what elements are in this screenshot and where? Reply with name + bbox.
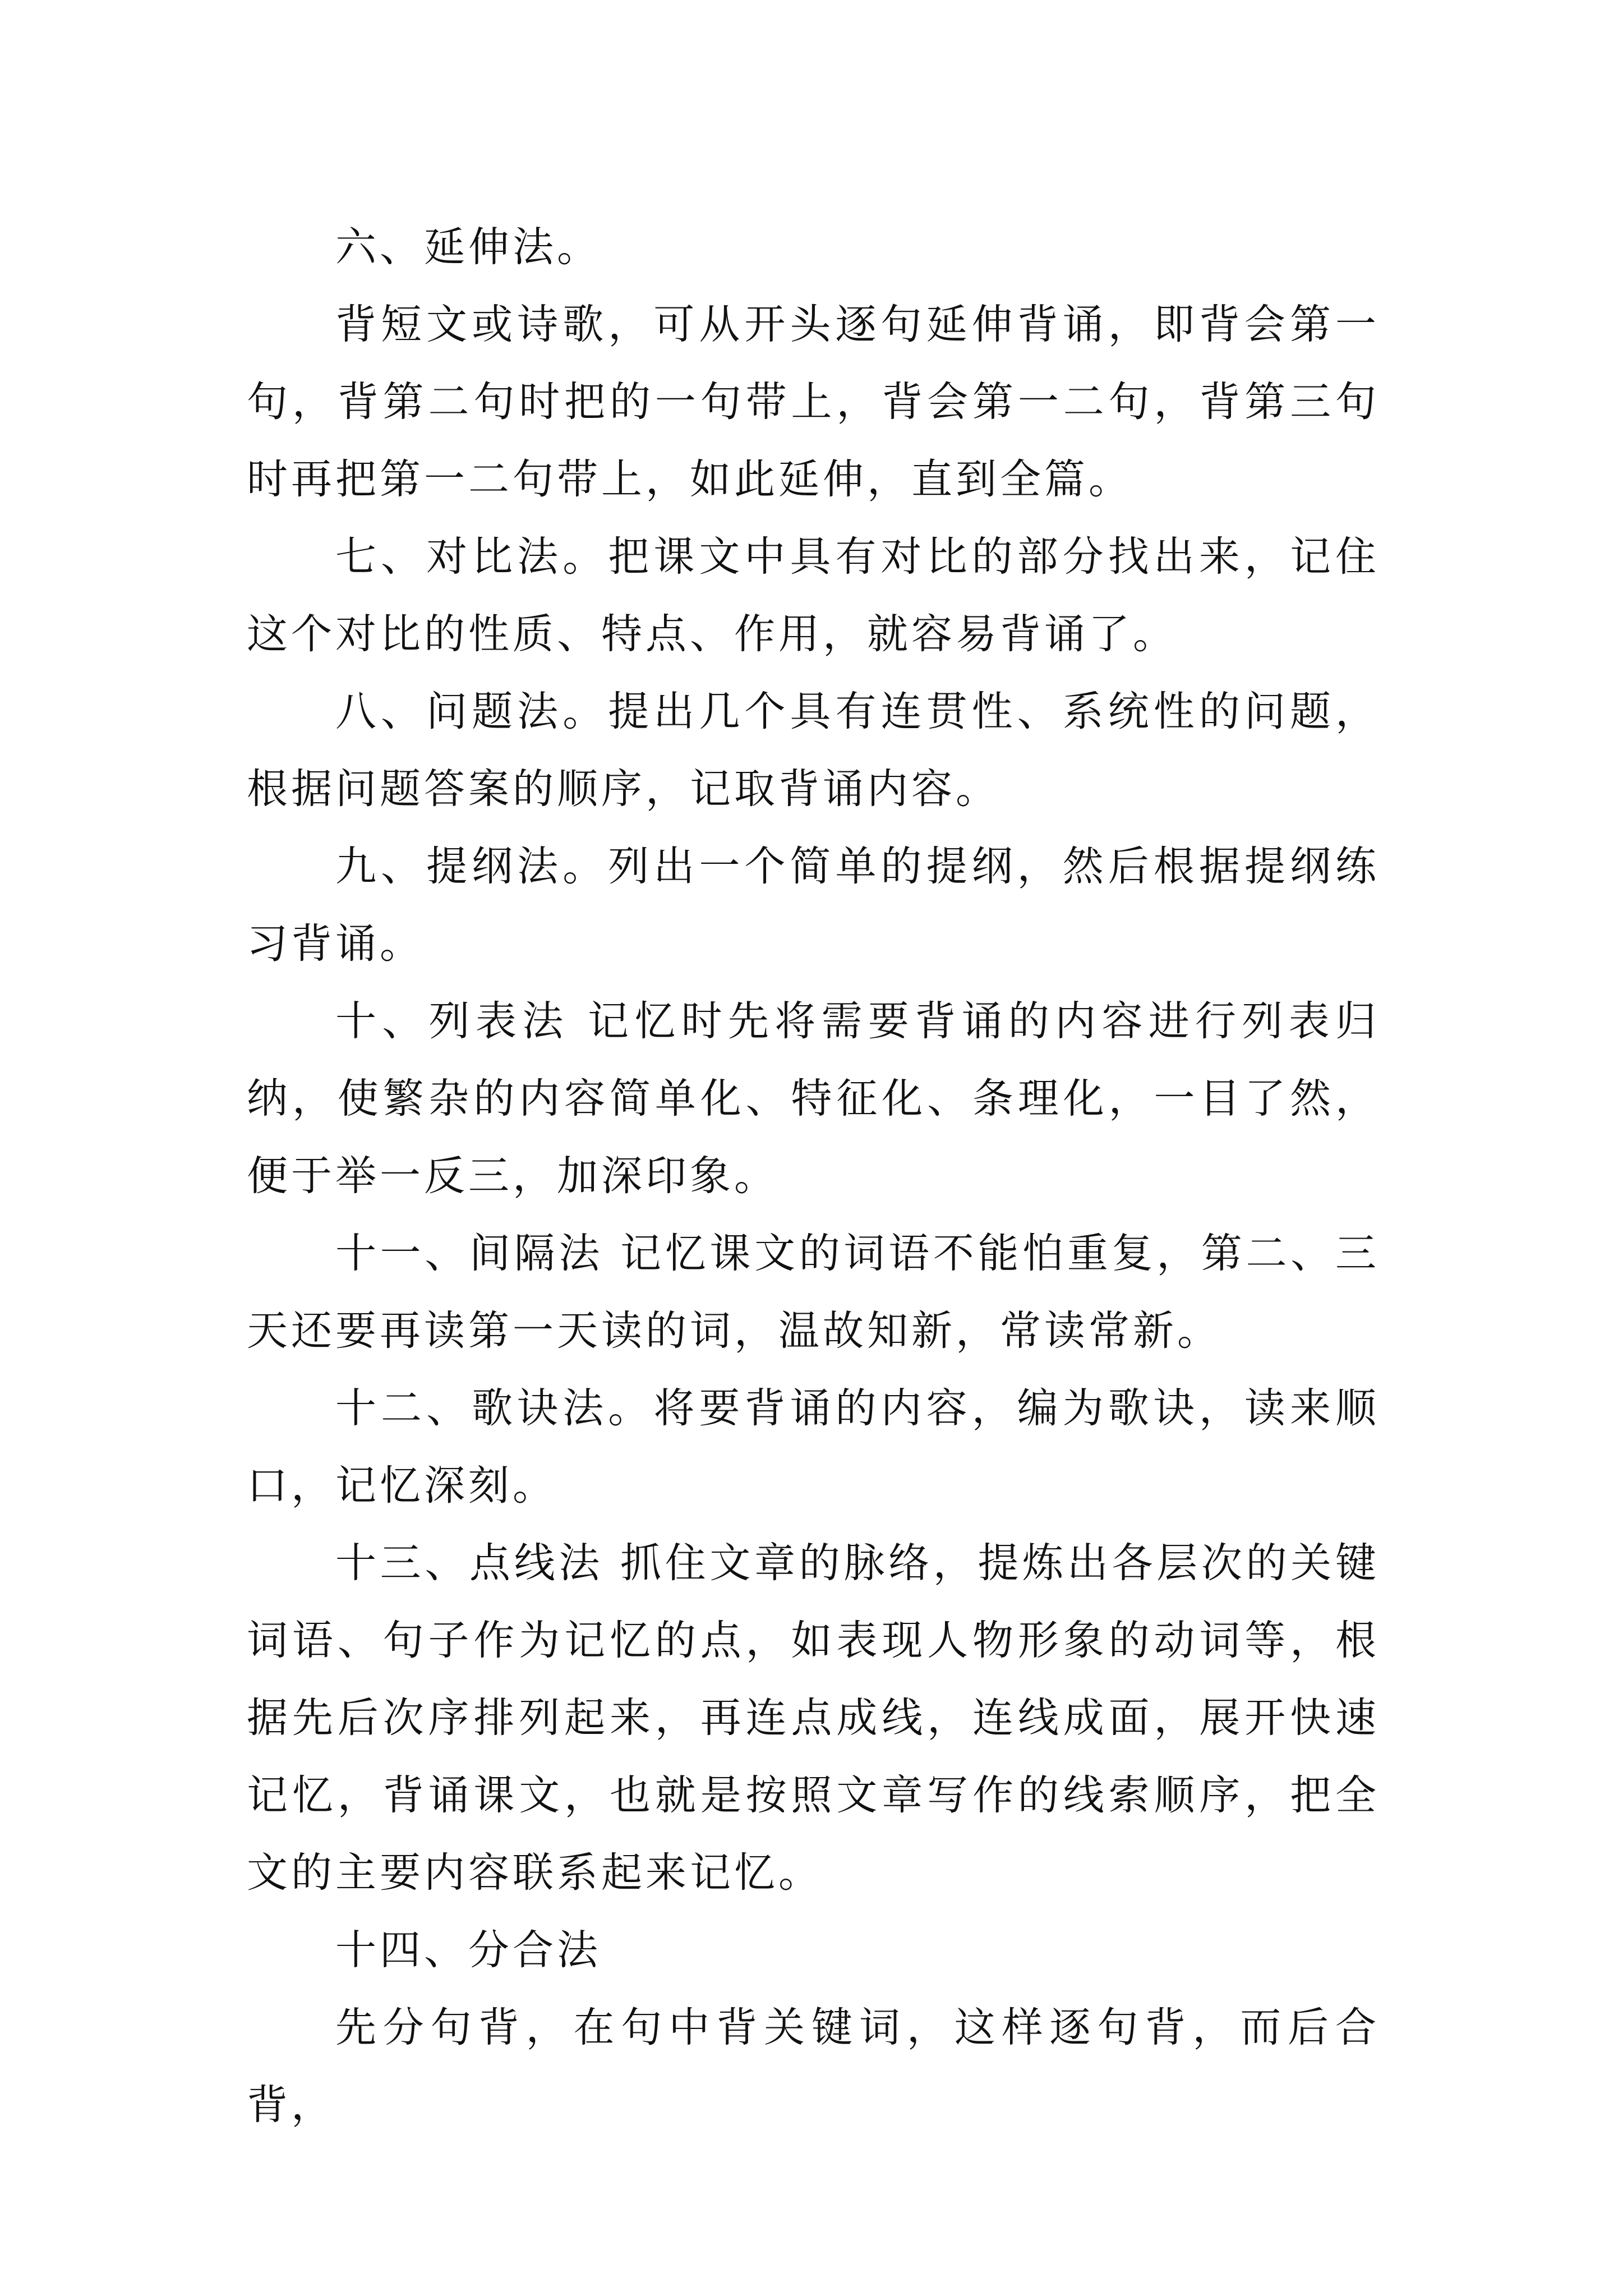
paragraph-point-line-method: 十三、点线法 抓住文章的脉络，提炼出各层次的关键词语、句子作为记忆的点，如表现人物形象的动词等，根据先后次序排列起来，再连点成线，连线成面，展开快速记忆，背诵课文，也就是按照文章写作的线索顺序，把全文的主要内容联系起来记忆。 <box>247 1539 1380 1897</box>
paragraph-table-method: 十、列表法 记忆时先将需要背诵的内容进行列表归纳，使繁杂的内容简单化、特征化、条理化，一目了然，便于举一反三，加深印象。 <box>247 997 1380 1200</box>
paragraph-question-method: 八、问题法。提出几个具有连贯性、系统性的问题，根据问题答案的顺序，记取背诵内容。 <box>247 688 1380 813</box>
paragraph-rhyme-method: 十二、歌诀法。将要背诵的内容，编为歌诀，读来顺口，记忆深刻。 <box>247 1384 1380 1510</box>
paragraph-outline-method: 九、提纲法。列出一个简单的提纲，然后根据提纲练习背诵。 <box>247 843 1380 968</box>
paragraph-contrast-method: 七、对比法。把课文中具有对比的部分找出来，记住这个对比的性质、特点、作用，就容易背诵了。 <box>247 533 1380 658</box>
paragraph-interval-method: 十一、间隔法 记忆课文的词语不能怕重复，第二、三天还要再读第一天读的词，温故知新，常读常新。 <box>247 1230 1380 1355</box>
document-body <box>247 209 1380 2144</box>
paragraph-split-merge-method: 先分句背，在句中背关键词，这样逐句背，而后合背， <box>247 2004 1380 2129</box>
heading-split-merge-method: 十四、分合法 <box>335 1926 601 1974</box>
paragraph-extension-method: 背短文或诗歌，可从开头逐句延伸背诵，即背会第一句，背第二句时把的一句带上，背会第一二句，背第三句时再把第一二句带上，如此延伸，直到全篇。 <box>247 301 1380 503</box>
heading-extension-method: 六、延伸法。 <box>335 223 601 271</box>
